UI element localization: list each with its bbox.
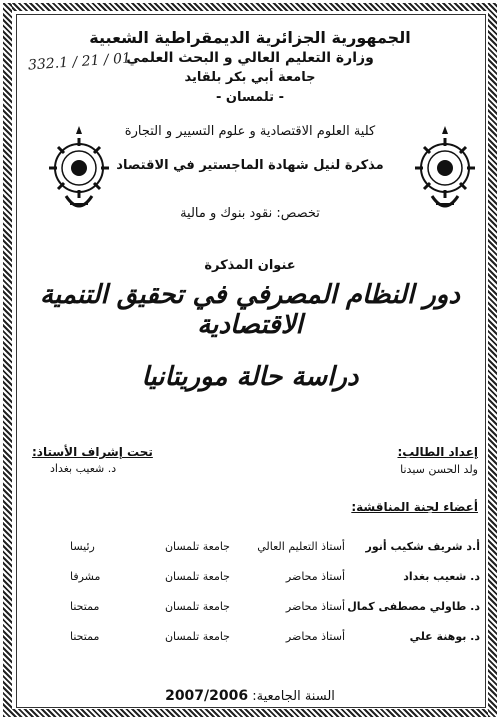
supervisor-name: د. شعيب بغداد: [50, 462, 117, 475]
university-emblem-icon: [412, 124, 478, 216]
header-city: - تلمسان -: [216, 90, 284, 105]
jury-member-row: [40, 570, 480, 588]
supervisor-label: تحت إشراف الأستاذ:: [32, 445, 153, 459]
jury-member-rank: أستاذ محاضر: [285, 630, 345, 643]
student-name: ولد الحسن سيدنا: [400, 463, 478, 476]
memoir-title-sub: دراسة حالة موريتانيا: [141, 362, 359, 392]
jury-member-name: أ.د شريف شكيب أنور: [365, 540, 480, 553]
thesis-type: مذكرة لنيل شهادة الماجستير في الاقتصاد: [116, 158, 384, 173]
jury-member-role: ممتحنا: [70, 600, 100, 613]
specialty: تخصص: نقود بنوك و مالية: [180, 206, 320, 221]
jury-member-role: مشرفا: [70, 570, 101, 583]
jury-member-university: جامعة تلمسان: [164, 630, 230, 643]
jury-member-rank: أستاذ محاضر: [285, 570, 345, 583]
header-republic: الجمهورية الجزائرية الديمقراطية الشعبية: [89, 28, 411, 47]
header-ministry: وزارة التعليم العالي و البحث العلمي: [126, 50, 374, 66]
academic-year-label: السنة الجامعية:: [252, 689, 335, 704]
jury-member-rank: أستاذ محاضر: [285, 600, 345, 613]
jury-member-rank: أستاذ التعليم العالي: [257, 540, 345, 553]
jury-member-name: د. شعيب بغداد: [403, 570, 480, 583]
decorative-border-bottom: [3, 709, 497, 717]
jury-member-university: جامعة تلمسان: [164, 600, 230, 613]
academic-year-value: 2007/2006: [165, 688, 249, 704]
jury-member-role: رئيسا: [70, 540, 95, 553]
jury-member-university: جامعة تلمسان: [164, 540, 230, 553]
decorative-border-left: [3, 3, 12, 717]
jury-label: أعضاء لجنة المناقشة:: [351, 500, 478, 514]
decorative-border-top: [3, 3, 497, 11]
decorative-border-right: [488, 3, 497, 717]
academic-year: [0, 688, 500, 704]
jury-member-row: [40, 630, 480, 648]
header-university: جامعة أبي بكر بلقايد: [184, 70, 316, 85]
jury-member-row: [40, 600, 480, 618]
memoir-title-label: عنوان المذكرة: [204, 258, 296, 273]
memoir-title-main: دور النظام المصرفي في تحقيق التنمية الاقتصادية: [40, 280, 460, 340]
jury-member-university: جامعة تلمسان: [164, 570, 230, 583]
student-label: إعداد الطالب:: [397, 445, 478, 459]
handwritten-reference: 332.1 / 21 / 01: [27, 50, 132, 74]
jury-member-row: [40, 540, 480, 558]
jury-member-name: د. بوهنة علي: [409, 630, 480, 643]
faculty-name: كلية العلوم الاقتصادية و علوم التسيير و التجارة: [124, 124, 376, 139]
jury-member-name: د. طاولي مصطفى كمال: [347, 600, 480, 613]
jury-member-role: ممتحنا: [70, 630, 100, 643]
